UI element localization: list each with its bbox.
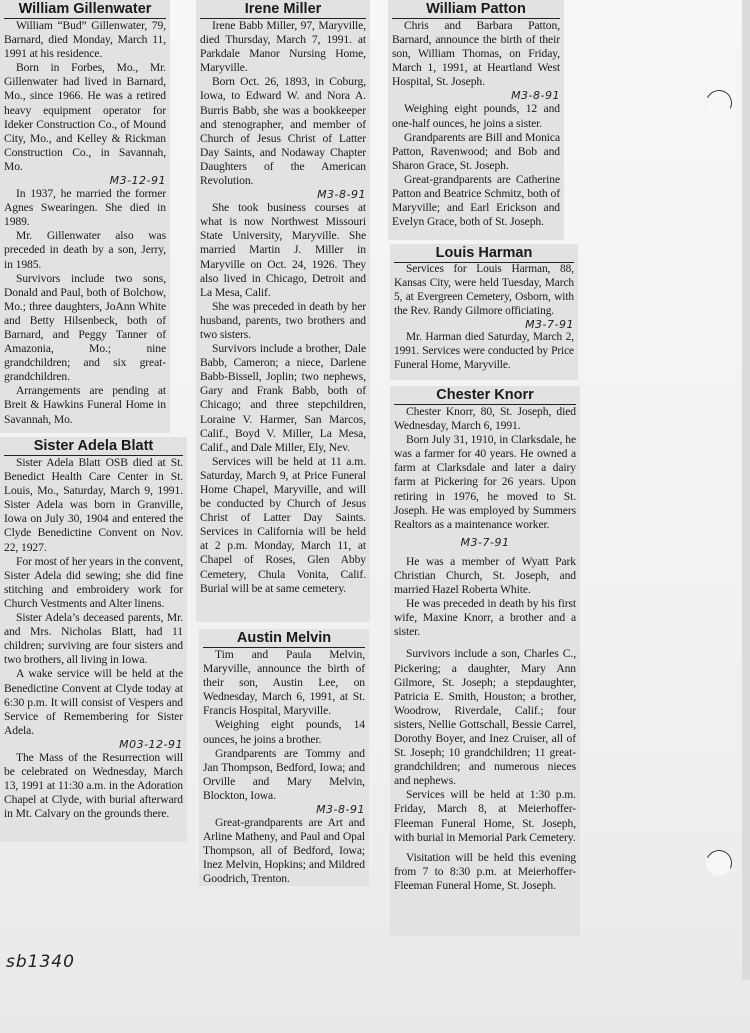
obituary-chester-knorr [390,386,580,936]
paragraph: Mr. Gillenwater also was preceded in death by a son, Jerry, in 1985. [4,229,166,271]
handwritten-date: M03-12-91 [119,737,183,751]
paragraph: Survivors include a son, Charles C., Pickering; a daughter, Mary Ann Gilmore, St. Joseph; a stepdaughter, Patricia E. Smith, Houston; a brother, Woodrow, Riverdale, Calif.; four sisters, Nellie Gottschall, Bessie Carrel, Dorothy Boyer, and Inez Cruiser, all of St. Joseph; 10 grandchildren; 11 great-grandchildren; and numerous nieces and nephews. [394,647,576,788]
paragraph: Arrangements are pending at Breit & Hawkins Funeral Home in Savannah, Mo. [4,384,166,426]
paragraph: Born in Forbes, Mo., Mr. Gillenwater had lived in Barnard, Mo., since 1966. He was a retired heavy equipment operator for Ideker Construction Co., of Mound City, Mo., and Kelley & Rickman Construction Co., in Savannah, Mo. [4,61,166,173]
obituary-irene-miller [196,0,370,622]
handwritten-date: M3-8-91 [511,89,560,103]
paragraph: Visitation will be held this evening from 7 to 8:30 p.m. at Meierhoffer-Fleeman Funeral Home, St. Joseph. [394,850,576,892]
handwritten-date: M3-8-91 [316,803,365,817]
paragraph: She took business courses at what is now Northwest Missouri State University, Maryville. She married Martin J. Miller in Maryville on Oct. 24, 1926. They also lived in Chicago, Detroit and La Mesa, Calif. [200,201,366,299]
paragraph: Grandparents are Tommy and Jan Thompson, Bedford, Iowa; and Orville and Mary Melvin, Blockton, Iowa. [203,746,365,802]
headline: Chester Knorr [394,386,576,405]
handwritten-archive-number: sb1340 [6,952,75,972]
handwritten-date: M3-12-91 [109,174,166,188]
paragraph: A wake service will be held at the Benedictine Convent at Clyde today at 6:30 p.m. It will consist of Vespers and Service of Remembering for Sister Adela. [4,667,183,737]
paragraph: Born Oct. 26, 1893, in Coburg, Iowa, to Edward W. and Nora A. Burris Babb, she was a bookkeeper and stenographer, and member of Church of Jesus Christ of Latter Day Saints, and Nodaway Chapter Daughters of the American Revolution. [200,75,366,188]
paragraph: Tim and Paula Melvin, Maryville, announce the birth of their son, Austin Lee, on Wednesday, March 6, 1991, at St. Francis Hospital, Maryville. [203,648,365,718]
headline: William Gillenwater [4,0,166,19]
paragraph: Services for Louis Harman, 88, Kansas City, were held Tuesday, March 5, at Evergreen Cemetery, Osborn, with the Rev. Randy Gilmore officiating. [394,263,574,317]
paragraph: Irene Babb Miller, 97, Maryville, died Thursday, March 7, 1991. at Parkdale Manor Nursing Home, Maryville. [200,19,366,75]
obituary-william-gillenwater [0,0,170,433]
headline: Austin Melvin [203,629,365,648]
obituary-louis-harman [390,244,578,380]
paragraph: Great-grandparents are Art and Arline Matheny, and Paul and Opal Thompson, all of Bedford, Iowa; Inez Melvin, Hopkins; and Mildred Goodrich, Trenton. [203,816,365,886]
paragraph: Survivors include a brother, Dale Babb, Cameron; a niece, Darlene Babb-Bissell, Joplin; two nephews, Gary and Frank Babb, both of Chicago; and three stepchildren, Loraine V. Harmer, San Marcos, Calif., Boyd V. Miller, La Mesa, Calif., and Dale Miller, Ely, Nev. [200,342,366,454]
handwritten-date: M3-8-91 [317,188,366,202]
paragraph: Chester Knorr, 80, St. Joseph, died Wednesday, March 6, 1991. [394,405,576,433]
paragraph: For most of her years in the convent, Sister Adela did sewing; she did fine stitching and embroidery work for Church Vestments and Alter linens. [4,554,183,610]
paragraph: He was preceded in death by his first wife, Maxine Knorr, a brother and a sister. [394,597,576,639]
paragraph: Sister Adela’s deceased parents, Mr. and Mrs. Nicholas Blatt, had 11 children; surviving are four sisters and two brothers, all living in Iowa. [4,611,183,667]
paragraph: Weighing eight pounds, 12 and one-half ounces, he joins a sister. [392,102,560,130]
paragraph: She was preceded in death by her husband, parents, two brothers and two sisters. [200,299,366,341]
headline: Sister Adela Blatt [4,437,183,456]
paragraph: Services will be held at 11 a.m. Saturday, March 9, at Price Funeral Home Chapel, Maryville, and will be conducted by Church of Jesus Christ of Latter Day Saints. Services in California will be held at 2 p.m. Monday, March 11, at Chapel of Roses, Glen Abby Cemetery, Chula Vonita, Calif. Burial will be at same cemetery. [200,454,366,595]
birth-announcement-austin-melvin [199,629,369,886]
paragraph: He was a member of Wyatt Park Christian Church, St. Joseph, and married Hazel Roberta White. [394,554,576,597]
paragraph: The Mass of the Resurrection will be celebrated on Wednesday, March 13, 1991 at 11:30 a.m. in the Adoration Chapel at Clyde, with burial afterward in Mt. Calvary on the grounds there. [4,750,183,821]
paragraph: Services will be held at 1:30 p.m. Friday, March 8, at Meierhoffer-Fleeman Funeral Home, St. Joseph, with burial in Memorial Park Cemetery. [394,788,576,844]
headline: Louis Harman [394,244,574,263]
paragraph: William “Bud” Gillenwater, 79, Barnard, died Monday, March 11, 1991 at his residence. [4,19,166,61]
paragraph: In 1937, he married the former Agnes Swearingen. She died in 1989. [4,187,166,229]
handwritten-date: M3-7-91 [525,318,574,332]
obituary-sister-adela-blatt [0,437,187,842]
paragraph: Mr. Harman died Saturday, March 2, 1991. Services were conducted by Price Funeral Home, Maryville. [394,331,574,372]
paragraph: Born July 31, 1910, in Clarksdale, he was a farmer for 40 years. He owned a farm at Clarksdale and later a dairy farm at Pickering for 26 years. Upon retiring in 1976, he moved to St. Joseph. He was employed by Summers Realtors as a maintenance worker. [394,433,576,531]
paragraph: Grandparents are Bill and Monica Patton, Ravenwood; and Bob and Sharon Grace, St. Joseph. [392,130,560,172]
paragraph: Chris and Barbara Patton, Barnard, announce the birth of their son, William Thomas, on Friday, March 1, 1991, at Heartland West Hospital, St. Joseph. [392,19,560,89]
paragraph: Weighing eight pounds, 14 ounces, he joins a brother. [203,718,365,746]
paragraph: Great-grandparents are Catherine Patton and Beatrice Schmitz, both of Maryville; and Earl Erickson and Evelyn Grace, both of St. Joseph. [392,172,560,229]
birth-announcement-william-patton [388,0,564,240]
paragraph: Sister Adela Blatt OSB died at St. Benedict Health Care Center in St. Louis, Mo., Saturday, March 9, 1991. Sister Adela was born in Granville, Iowa on July 30, 1904 and entered the Clyde Benedictine Convent on Nov. 22, 1927. [4,456,183,554]
headline: Irene Miller [200,0,366,19]
page-edge [742,0,750,980]
headline: William Patton [392,0,560,19]
paragraph: Survivors include two sons, Donald and Paul, both of Bolchow, Mo.; three daughters, JoAnn White and Betty Hilsenbeck, both of Barnard, and Peggy Tanner of Amazonia, Mo.; nine grandchildren; and six great-grandchildren. [4,271,166,384]
handwritten-date: M3-7-91 [460,535,510,549]
